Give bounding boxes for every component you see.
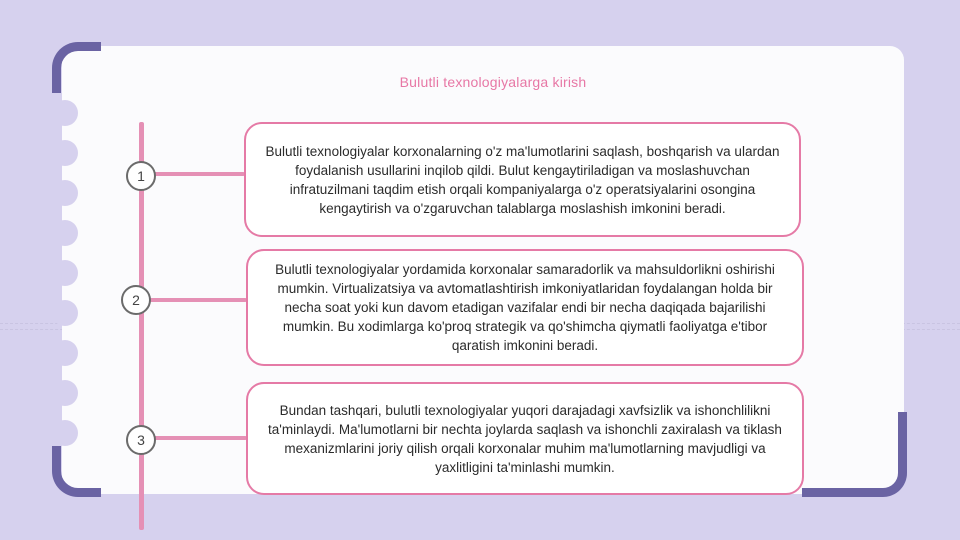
step-marker-1: 1 bbox=[126, 161, 156, 191]
sheet-notch bbox=[52, 300, 78, 326]
sheet-notch bbox=[52, 260, 78, 286]
sheet-notch bbox=[52, 380, 78, 406]
timeline-connector bbox=[141, 172, 245, 176]
step-card-1 bbox=[244, 122, 801, 237]
timeline-connector bbox=[141, 298, 247, 302]
sheet-notch bbox=[52, 340, 78, 366]
slide-title: Bulutli texnologiyalarga kirish bbox=[399, 74, 587, 90]
sheet-notch bbox=[52, 100, 78, 126]
corner-bracket-bottom-right bbox=[802, 412, 907, 497]
sheet-notch bbox=[52, 420, 78, 446]
timeline-connector bbox=[141, 436, 247, 440]
step-text-2: Bulutli texnologiyalar yordamida korxonalar samaradorlik va mahsuldorlikni oshirishi mumkin. Virtualizatsiya va avtomatlashtirish imkoniyatlaridan foydalangan holda bir necha soat yoki kun davom etadigan vazifalar endi bir necha daqiqada bajarilishi mumkin. Bu xodimlarga ko'proq strategik va qo'shimcha qiymatli faoliyatga e'tibor qaratish imkonini beradi. bbox=[275, 262, 775, 353]
sheet-notch bbox=[52, 140, 78, 166]
step-card-2 bbox=[246, 249, 804, 366]
step-text-1: Bulutli texnologiyalar korxonalarning o'z ma'lumotlarini saqlash, boshqarish va ulardan foydalanish usullarini inqilob qildi. Bulut kengaytiriladigan va moslashuvchan infratuzilmani taqdim etish orqali kompaniyalarga o'z operatsiyalarini osongina kengaytirish va o'zgaruvchan talablarga moslashish imkonini beradi. bbox=[265, 143, 780, 216]
step-text-3: Bundan tashqari, bulutli texnologiyalar yuqori darajadagi xavfsizlik va ishonchlilikni ta'minlaydi. Ma'lumotlarni bir nechta joylarda saqlash va ishonchli zaxiralash va tiklash mexanizmlarini joriy qilish orqali korxonalar muhim ma'lumotlarning mavjudligi va yaxlitligini ta'minlashi mumkin. bbox=[268, 402, 782, 475]
step-card-3 bbox=[246, 382, 804, 495]
sheet-notch bbox=[52, 180, 78, 206]
sheet-notch bbox=[52, 220, 78, 246]
step-marker-2: 2 bbox=[121, 285, 151, 315]
corner-bracket-bottom-left bbox=[52, 446, 101, 497]
step-marker-3: 3 bbox=[126, 425, 156, 455]
